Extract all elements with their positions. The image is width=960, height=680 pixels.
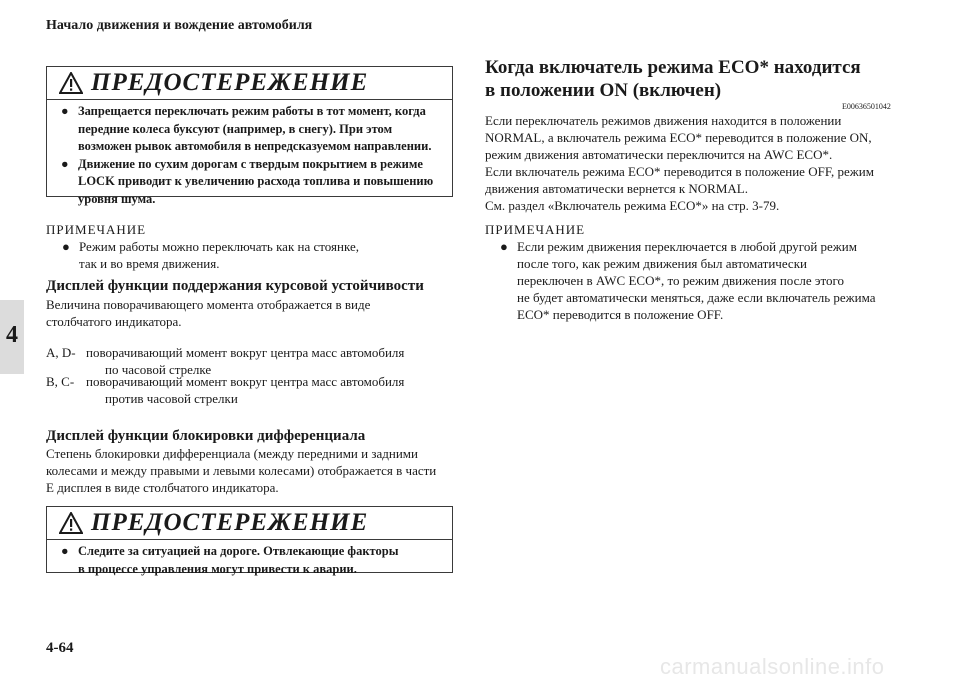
running-header: Начало движения и вождение автомобиля [46,18,313,33]
note-line: переключен в AWC ECO*, то режим движения после этого [517,273,844,288]
warning-header [47,507,452,540]
bullet-icon: ● [61,156,69,171]
watermark: carmanualsonline.info [660,654,885,679]
warning-line: уровня шума. [78,191,156,206]
warning-triangle-icon [59,72,83,94]
paragraph-line: E дисплея в виде столбчатого индикатора. [46,480,279,495]
warning-header [47,67,452,100]
paragraph-line: См. раздел «Включатель режима ECO*» на стр. 3-79. [485,198,780,213]
definition-term: A, D- [46,345,76,360]
bullet-icon: ● [61,544,69,558]
note-line: не будет автоматически меняться, даже если включатель режима [517,290,876,305]
paragraph-line: столбчатого индикатора. [46,314,182,329]
warning-line: ● Запрещается переключать режим работы в тот момент, когда [61,103,442,121]
paragraph-line: движения автоматически вернется к NORMAL. [485,181,748,196]
definition-row [46,373,446,409]
section-title-eco: в положении ON (включен) [485,80,722,101]
section-title-eco: Когда включатель режима ECO* находится [485,57,861,78]
paragraph-line: NORMAL, а включатель режима ECO* переводится в положение ON, [485,130,872,145]
paragraph-line: режим движения автоматически переключится на AWC ECO*. [485,147,833,162]
paragraph-line: Величина поворачивающего момента отображается в виде [46,297,371,312]
warning-body [47,540,452,582]
warning-box-1 [46,66,453,206]
document-code: E00636501042 [842,102,891,111]
warning-line: ● Следите за ситуацией на дороге. Отвлекающие факторы [61,543,442,561]
bullet-icon: ● [61,104,69,118]
chapter-number: 4 [6,322,18,348]
warning-line: передние колеса буксуют (например, в снегу). При этом [78,121,393,136]
warning-line: ● Движение по сухим дорогам с твердым покрытием в режиме [61,156,442,174]
definition-text: поворачивающий момент вокруг центра масс автомобиля [86,345,405,360]
paragraph-line: Если переключатель режимов движения находится в положении [485,113,842,128]
definition-text: против часовой стрелки [105,391,238,406]
note-label: ПРИМЕЧАНИЕ [485,222,586,237]
definition-term: B, C- [46,374,75,389]
bullet-icon: ● [62,239,70,254]
warning-line: возможен рывок автомобиля в непредсказуемом направлении. [78,139,432,154]
note-label: ПРИМЕЧАНИЕ [46,222,147,237]
bullet-icon: ● [500,239,508,254]
warning-line: в процессе управления могут привести к аварии. [78,561,357,576]
warning-body [47,100,452,213]
section-title-differential: Дисплей функции блокировки дифференциала [46,428,366,444]
note-line: ● Режим работы можно переключать как на стоянке, [62,239,359,254]
paragraph-line: колесами и между правыми и левыми колесами) отображается в части [46,463,437,478]
warning-triangle-icon [59,512,83,534]
warning-box-2 [46,506,453,576]
section-title-stability: Дисплей функции поддержания курсовой устойчивости [46,278,424,294]
warning-title: ПРЕДОСТЕРЕЖЕНИЕ [91,69,369,96]
definition-text: поворачивающий момент вокруг центра масс автомобиля [86,374,405,389]
warning-title: ПРЕДОСТЕРЕЖЕНИЕ [91,509,369,536]
note-line: ECO* переводится в положение OFF. [517,307,724,322]
note-line: после того, как режим движения был автоматически [517,256,807,271]
warning-line: LOCK приводит к увеличению расхода топлива и повышению [78,174,434,189]
paragraph-line: Если включатель режима ECO* переводится в положение OFF, режим [485,164,874,179]
note-line: так и во время движения. [79,256,220,271]
page-number: 4-64 [46,640,74,656]
note-line: ● Если режим движения переключается в любой другой режим [500,239,857,254]
paragraph-line: Степень блокировки дифференциала (между передними и задними [46,446,418,461]
definition-text: по часовой стрелке [105,362,212,377]
